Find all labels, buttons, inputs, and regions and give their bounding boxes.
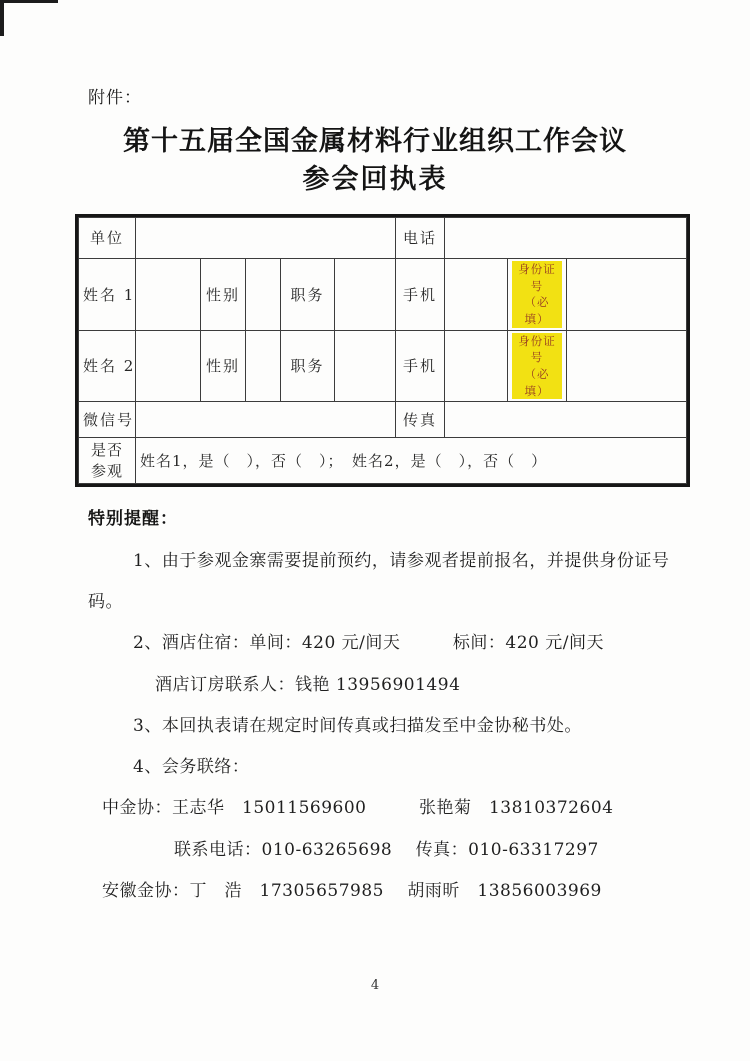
gender1-value-cell xyxy=(246,258,281,330)
special-reminder-section xyxy=(88,504,692,902)
special-reminder-heading: 特别提醒： xyxy=(88,508,178,529)
fax-label: 传真 xyxy=(396,402,445,438)
attachment-label: 附件： xyxy=(88,88,142,108)
visit-label xyxy=(79,438,136,484)
table-row xyxy=(79,217,687,258)
table-row xyxy=(79,258,687,330)
note-1-line2: 码。 xyxy=(88,592,123,613)
id-required-line1: 身份证号 xyxy=(512,333,562,366)
liaison-anhui-contacts: 安徽金协：丁 浩 17305657985 胡雨昕 13856003969 xyxy=(102,880,602,901)
fax-value-cell xyxy=(445,402,687,438)
name1-value-cell xyxy=(136,258,201,330)
table-row xyxy=(79,402,687,438)
wechat-label: 微信号 xyxy=(79,402,136,438)
visit-label-line1: 是否 xyxy=(90,441,123,460)
document-title-line1: 第十五届全国金属材料行业组织工作会议 xyxy=(123,126,627,157)
phone-label: 电话 xyxy=(396,217,445,258)
id-required-line2: （必填） xyxy=(512,366,562,399)
table-row xyxy=(79,330,687,402)
unit-label: 单位 xyxy=(79,217,136,258)
liaison-phone-fax: 联系电话：010-63265698 传真：010-63317297 xyxy=(174,839,599,860)
id-required-label xyxy=(508,330,567,402)
note-2-hotel-contact: 酒店订房联系人：钱艳 13956901494 xyxy=(155,674,461,695)
gender2-value-cell xyxy=(246,330,281,402)
mobile1-value-cell xyxy=(445,258,508,330)
name1-label: 姓名 1 xyxy=(79,258,136,330)
gender-label: 性别 xyxy=(201,258,246,330)
mobile-label: 手机 xyxy=(396,330,445,402)
table-row xyxy=(79,438,687,484)
note-3-submission: 3、本回执表请在规定时间传真或扫描发至中金协秘书处。 xyxy=(133,715,582,736)
scan-edge-artifact-horizontal xyxy=(0,0,58,3)
position2-value-cell xyxy=(335,330,396,402)
mobile2-value-cell xyxy=(445,330,508,402)
visit-label-line2: 参观 xyxy=(90,461,123,480)
id-required-label xyxy=(508,258,567,330)
note-1-line1: 1、由于参观金寨需要提前预约，请参观者提前报名，并提供身份证号 xyxy=(133,550,670,571)
document-title-line2: 参会回执表 xyxy=(302,164,448,196)
visit-options-cell: 姓名1，是（ ），否（ ）； 姓名2，是（ ），否（ ） xyxy=(136,438,687,484)
liaison-cmia-contacts: 中金协：王志华 15011569600 张艳菊 13810372604 xyxy=(102,798,614,819)
note-4-liaison-heading: 4、会务联络： xyxy=(133,757,250,778)
name2-label: 姓名 2 xyxy=(79,330,136,402)
note-2-hotel-rates: 2、酒店住宿：单间：420 元/间天 标间：420 元/间天 xyxy=(133,633,604,654)
position1-value-cell xyxy=(335,258,396,330)
scan-edge-artifact-vertical xyxy=(0,0,4,36)
gender-label: 性别 xyxy=(201,330,246,402)
position-label: 职务 xyxy=(281,258,335,330)
id-required-line1: 身份证号 xyxy=(512,261,562,294)
id1-value-cell xyxy=(567,258,687,330)
mobile-label: 手机 xyxy=(396,258,445,330)
position-label: 职务 xyxy=(281,330,335,402)
id-required-line2: （必填） xyxy=(512,294,562,327)
phone-value-cell xyxy=(445,217,687,258)
id2-value-cell xyxy=(567,330,687,402)
name2-value-cell xyxy=(136,330,201,402)
document-title xyxy=(0,124,750,201)
unit-value-cell xyxy=(136,217,396,258)
reply-form-table xyxy=(75,214,690,487)
page-number: 4 xyxy=(370,978,380,993)
wechat-value-cell xyxy=(136,402,396,438)
